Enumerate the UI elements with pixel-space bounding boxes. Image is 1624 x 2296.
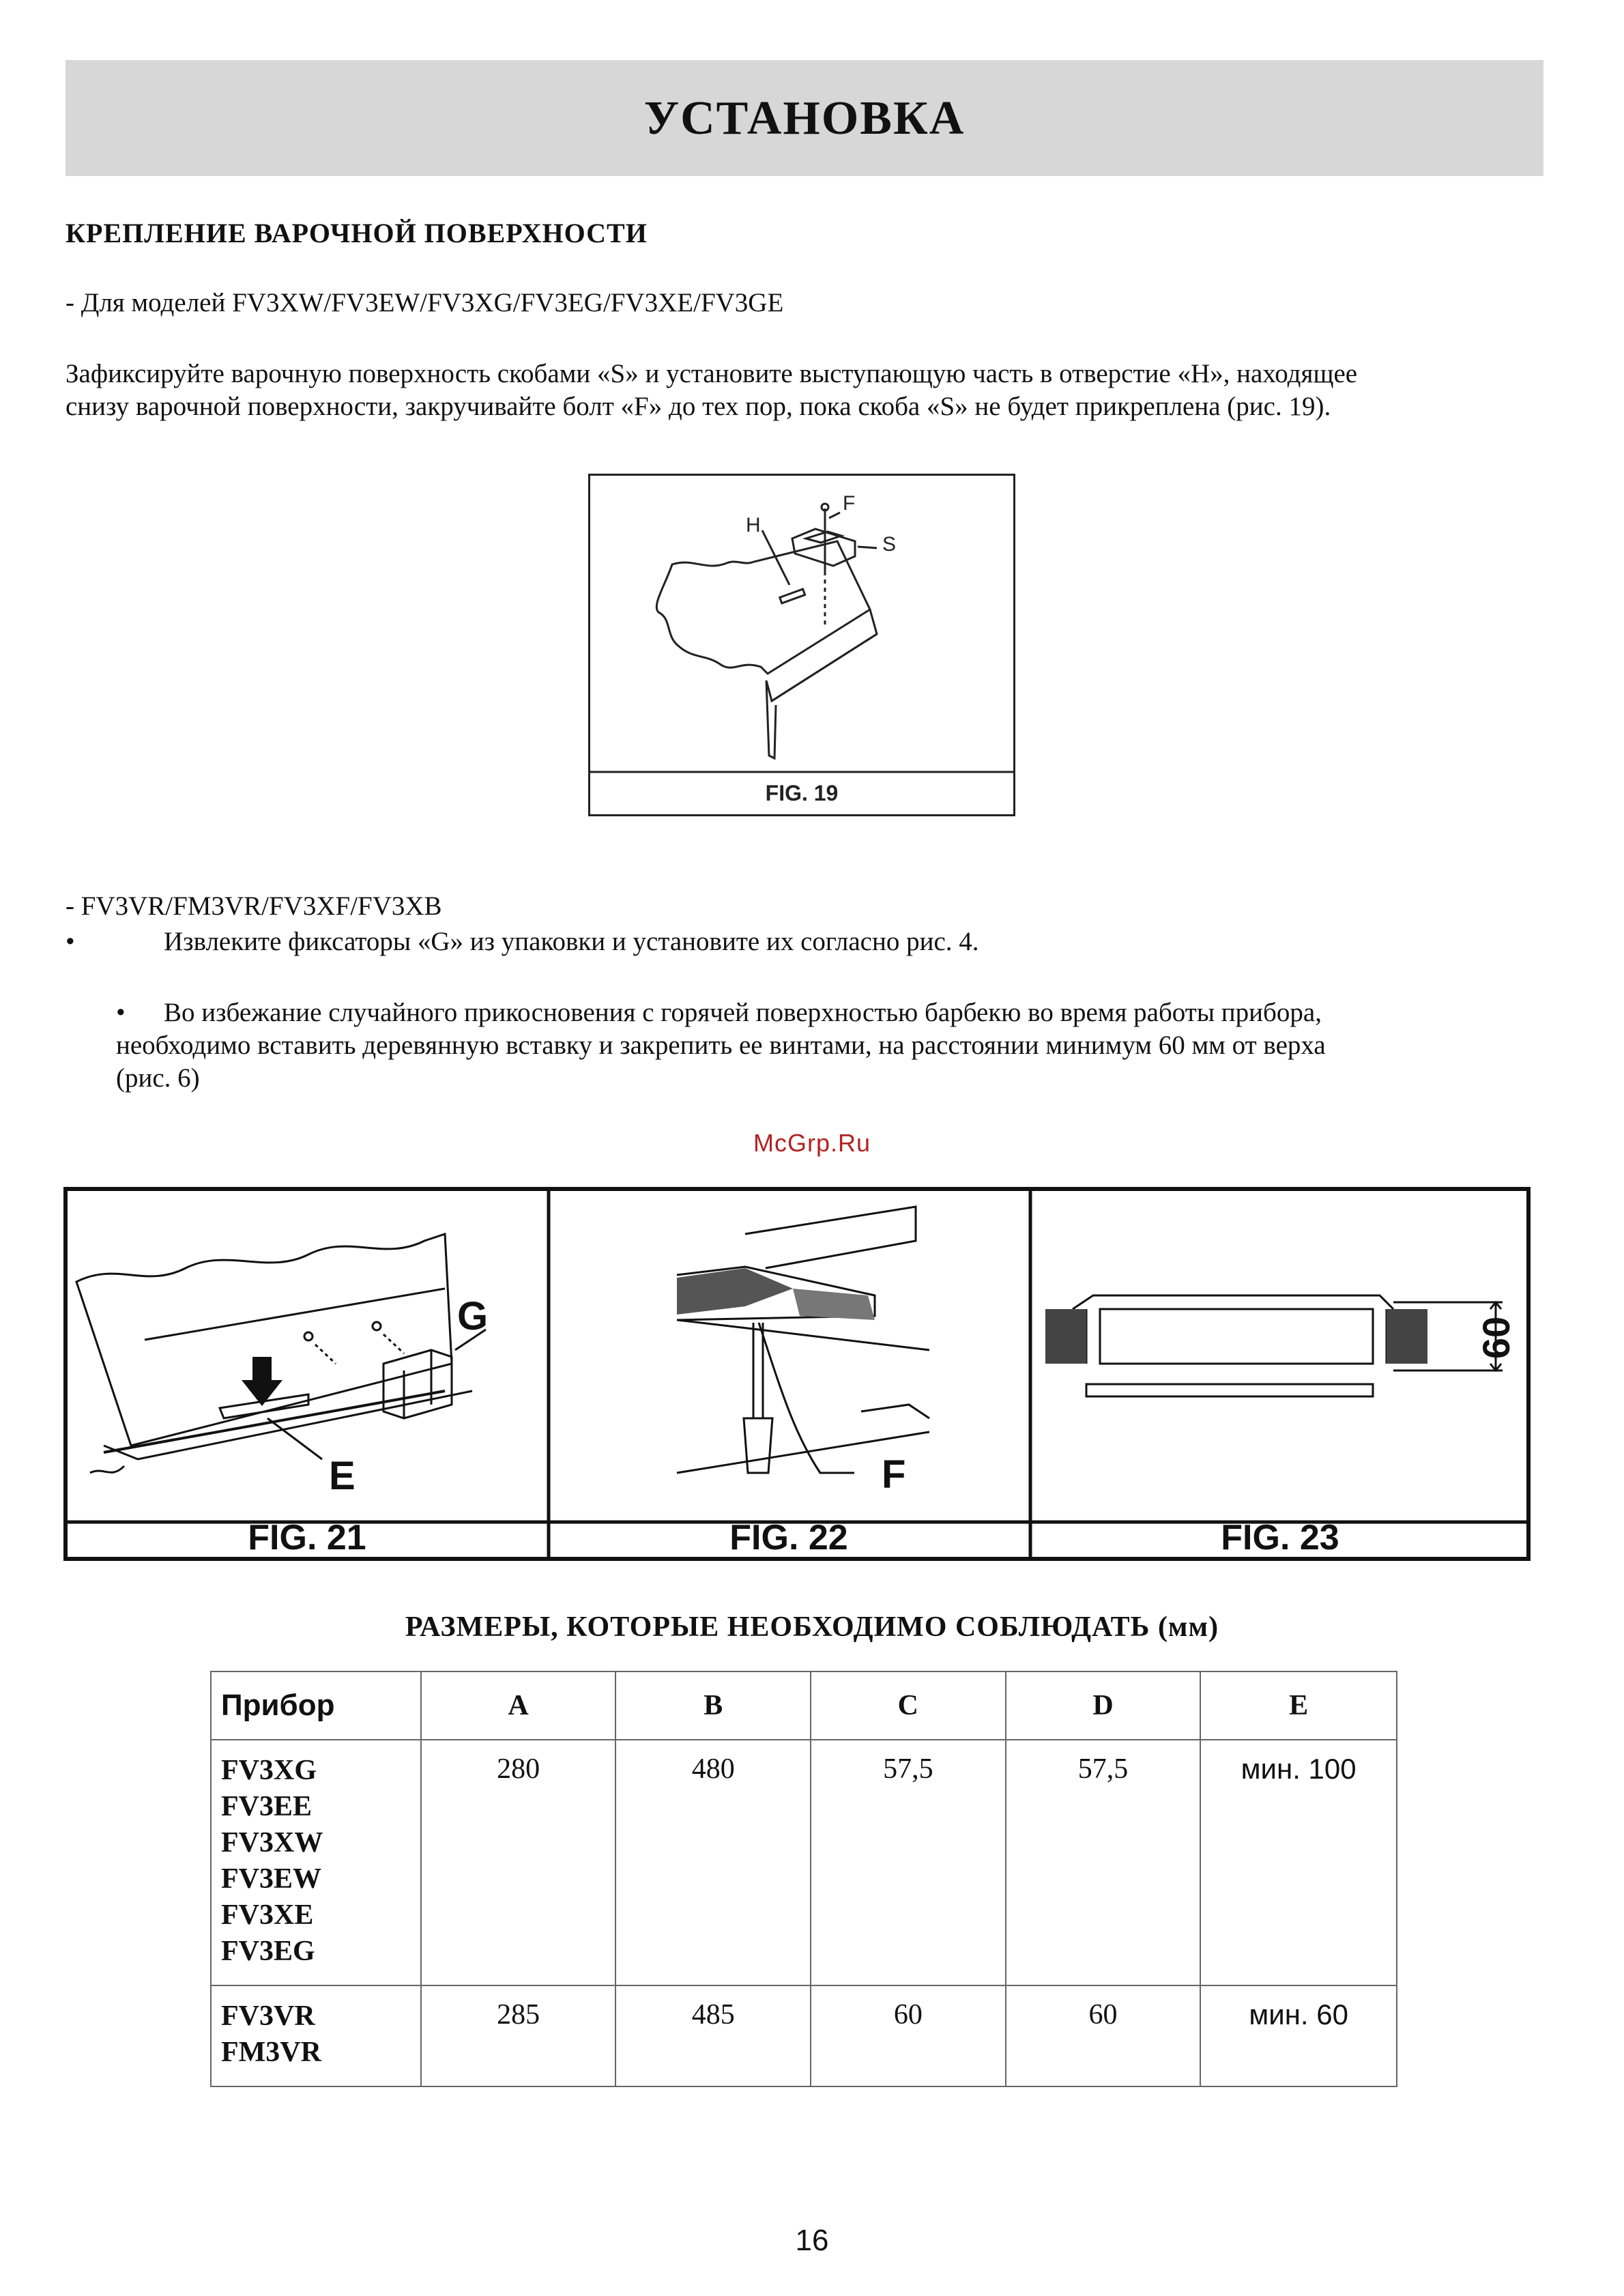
model-name: FV3EG (221, 1936, 315, 1967)
page-number: 16 (795, 2224, 829, 2257)
fig21-drawing (76, 1234, 489, 1473)
instruction-line-1: Зафиксируйте варочную поверхность скобами «S» и установите выступающую часть в отверстие «H», находящее (66, 359, 1358, 388)
row2-b: 485 (615, 1985, 811, 2086)
header-e: E (1200, 1671, 1397, 1740)
row2-d: 60 (1006, 1985, 1201, 2086)
models-line-2: - FV3VR/FM3VR/FV3XF/FV3XB (66, 891, 442, 921)
bullet-2-line-2: необходимо вставить деревянную вставку и закрепить ее винтами, на расстоянии минимум 60 мм от верха (116, 1031, 1326, 1060)
model-name: FV3XG (221, 1755, 317, 1786)
table-title: РАЗМЕРЫ, КОТОРЫЕ НЕОБХОДИМО СОБЛЮДАТЬ (мм) (405, 1611, 1219, 1643)
figure-19-drawing (590, 476, 1013, 814)
fig22-drawing (677, 1207, 929, 1473)
slot-h (780, 589, 805, 603)
section-title: КРЕПЛЕНИЕ ВАРОЧНОЙ ПОВЕРХНОСТИ (66, 218, 648, 248)
bracket-s (792, 529, 855, 566)
worktop-outline (656, 541, 870, 674)
leader-h (762, 530, 789, 585)
row1-b: 480 (615, 1740, 811, 1985)
fig22-worktop-section (677, 1268, 793, 1315)
fig23-worktop-right (1387, 1309, 1427, 1364)
row1-d: 57,5 (1006, 1740, 1201, 1985)
figures-frame (66, 1189, 1528, 1559)
fig23-drawing (1073, 1295, 1503, 1396)
models-line: - Для моделей FV3XW/FV3EW/FV3XG/FV3EG/FV3XE/FV3GE (66, 288, 784, 317)
row2-c: 60 (811, 1985, 1006, 2086)
model-name: FM3VR (221, 2037, 321, 2068)
table-row (211, 1985, 1397, 2086)
cooktop-bottom-edge (772, 634, 877, 701)
model-name: FV3VR (221, 2000, 315, 2032)
label-h: H (746, 514, 761, 536)
dimensions-table (210, 1671, 1397, 2087)
fig22-label-f: F (882, 1452, 906, 1497)
fig23-worktop-left (1045, 1309, 1086, 1364)
leader-s (858, 547, 877, 548)
bolt-head (822, 504, 828, 511)
page-title: УСТАНОВКА (643, 92, 966, 145)
header-c: C (811, 1671, 1006, 1740)
fig21-caption: FIG. 21 (248, 1518, 366, 1558)
bullet-1-marker: • (66, 927, 75, 956)
bullet-1-text: Извлеките фиксаторы «G» из упаковки и установите их согласно рис. 4. (164, 927, 979, 956)
bullet-2-line-3: (рис. 6) (116, 1063, 200, 1093)
bullet-2-line-1: Во избежание случайного прикосновения с горячей поверхностью барбекю во время работы прибора, (164, 998, 1322, 1027)
header-a: A (421, 1671, 616, 1740)
table-row (211, 1740, 1397, 1985)
fig21-label-g: G (457, 1294, 489, 1338)
row2-a: 285 (421, 1985, 616, 2086)
leader-f (829, 513, 840, 518)
fig19-caption: FIG. 19 (765, 781, 839, 805)
model-name: FV3XE (221, 1899, 314, 1931)
row1-c: 57,5 (811, 1740, 1006, 1985)
figures-row (63, 1186, 1531, 1562)
fig23-caption: FIG. 23 (1221, 1518, 1339, 1558)
row1-a: 280 (421, 1740, 616, 1985)
fig22-caption: FIG. 22 (729, 1518, 848, 1558)
bullet-2-marker: • (116, 998, 126, 1027)
model-name: FV3XW (221, 1827, 323, 1859)
figure-19 (588, 474, 1015, 816)
watermark: McGrp.Ru (753, 1129, 871, 1157)
cooktop-edge (766, 609, 877, 701)
instruction-line-2: снизу варочной поверхности, закручивайте болт «F» до тех пор, пока скоба «S» не будет прикреплена (рис. 19). (66, 392, 1331, 421)
fig23-label-60: 60 (1475, 1316, 1518, 1360)
header-bar (66, 60, 1543, 176)
row2-e: мин. 60 (1200, 1985, 1397, 2086)
figures-drawing (63, 1186, 1531, 1562)
table-header-row (211, 1671, 1397, 1740)
cooktop-side (766, 680, 776, 758)
label-f: F (843, 492, 856, 515)
model-name: FV3EW (221, 1863, 321, 1895)
header-b: B (615, 1671, 811, 1740)
fig21-label-e: E (329, 1454, 356, 1498)
row2-models (211, 1985, 421, 2086)
header-device: Прибор (211, 1671, 421, 1740)
model-name: FV3EE (221, 1791, 313, 1822)
row1-models (211, 1740, 421, 1985)
label-s: S (882, 533, 897, 556)
row1-e: мин. 100 (1200, 1740, 1397, 1985)
header-d: D (1006, 1671, 1201, 1740)
